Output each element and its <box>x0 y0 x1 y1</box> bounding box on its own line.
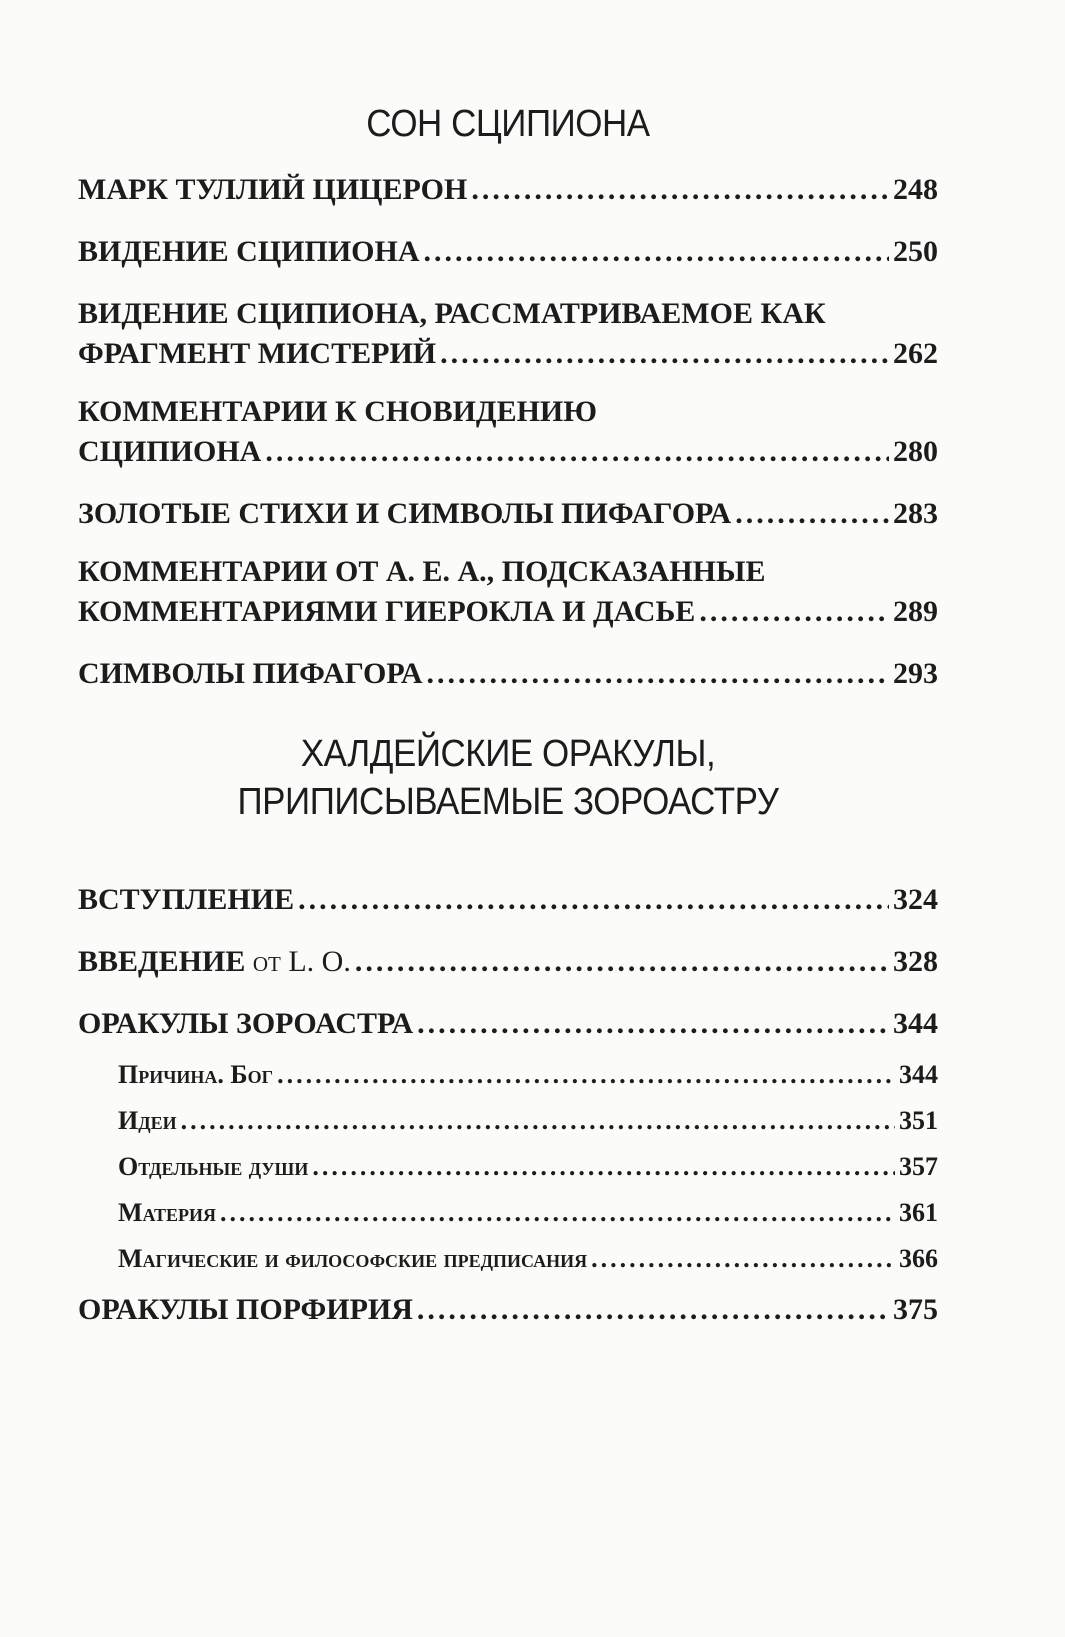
toc-entry-cicero[interactable] <box>78 170 938 210</box>
label-small: от <box>252 945 281 978</box>
leader-dots <box>440 334 889 374</box>
section-title-scipio <box>112 100 903 148</box>
toc-entry-label: КОММЕНТАРИИ ОТ А. Е. А., ПОДСКАЗАННЫЕ <box>78 555 766 588</box>
toc-entry-label: ОРАКУЛЫ ЗОРОАСТРА <box>78 1007 414 1040</box>
page-number: 357 <box>899 1152 938 1181</box>
leader-dots <box>277 1058 895 1092</box>
toc-entry-commentary-dream[interactable] <box>78 392 938 472</box>
page-number: 293 <box>893 657 938 690</box>
toc-entry-label: МАРК ТУЛЛИЙ ЦИЦЕРОН <box>78 173 468 206</box>
toc-page <box>78 100 938 1330</box>
leader-dots <box>417 1290 889 1330</box>
toc-entry-commentary-aea[interactable] <box>78 552 938 632</box>
toc-entry-oracles-porphyry[interactable] <box>78 1290 938 1330</box>
toc-entry-golden-verses[interactable] <box>78 494 938 534</box>
label-initials: L. O. <box>288 945 351 978</box>
toc-entry-vision-mysteries[interactable] <box>78 294 938 374</box>
toc-entry-label: ОРАКУЛЫ ПОРФИРИЯ <box>78 1293 413 1326</box>
toc-subentry-ideas[interactable] <box>78 1104 938 1138</box>
toc-entry-pythagoras-symbols[interactable] <box>78 654 938 694</box>
leader-dots <box>298 880 889 920</box>
leader-dots <box>417 1004 889 1044</box>
page-number: 280 <box>893 435 938 468</box>
page-number: 283 <box>893 497 938 530</box>
leader-dots <box>735 494 889 534</box>
toc-entry-oracles-zoroaster[interactable] <box>78 1004 938 1044</box>
section-title-line: СОН СЦИПИОНА <box>366 103 650 145</box>
leader-dots <box>220 1196 895 1230</box>
toc-subentry-label: Материя <box>118 1198 216 1227</box>
toc-entry-label: КОММЕНТАРИЯМИ ГИЕРОКЛА И ДАСЬЕ <box>78 595 696 628</box>
toc-entry-label <box>78 942 351 982</box>
toc-entry-label: ВСТУПЛЕНИЕ <box>78 883 295 916</box>
page-number: 366 <box>899 1244 938 1273</box>
page-number: 361 <box>899 1198 938 1227</box>
leader-dots <box>355 942 889 982</box>
page-number: 344 <box>893 1007 938 1040</box>
toc-subentry-souls[interactable] <box>78 1150 938 1184</box>
page-number: 328 <box>893 945 938 978</box>
toc-entry-vision[interactable] <box>78 232 938 272</box>
leader-dots <box>181 1104 895 1138</box>
toc-subentry-label: Причина. Бог <box>118 1060 274 1089</box>
leader-dots <box>427 654 889 694</box>
page-number: 250 <box>893 235 938 268</box>
toc-subentry-cause-god[interactable] <box>78 1058 938 1092</box>
toc-entry-label: ФРАГМЕНТ МИСТЕРИЙ <box>78 337 437 370</box>
page-number: 289 <box>893 595 938 628</box>
page-number: 262 <box>893 337 938 370</box>
toc-subentry-label: Магические и философские предписания <box>118 1244 588 1273</box>
toc-subentry-matter[interactable] <box>78 1196 938 1230</box>
page-number: 344 <box>899 1060 938 1089</box>
page-number: 375 <box>893 1293 938 1326</box>
page-number: 324 <box>893 883 938 916</box>
leader-dots <box>471 170 889 210</box>
toc-entry-label: СЦИПИОНА <box>78 435 262 468</box>
toc-subentry-label: Отдельные души <box>118 1152 309 1181</box>
toc-entry-label: ЗОЛОТЫЕ СТИХИ И СИМВОЛЫ ПИФАГОРА <box>78 497 732 530</box>
toc-subentry-magical-precepts[interactable] <box>78 1242 938 1276</box>
label-main: ВВЕДЕНИЕ <box>78 945 246 978</box>
page-number: 248 <box>893 173 938 206</box>
section-title-chaldean <box>112 730 903 826</box>
leader-dots <box>424 232 889 272</box>
toc-entry-label: СИМВОЛЫ ПИФАГОРА <box>78 657 423 690</box>
toc-entry-label: ВИДЕНИЕ СЦИПИОНА <box>78 235 420 268</box>
toc-entry-label: ВИДЕНИЕ СЦИПИОНА, РАССМАТРИВАЕМОЕ КАК <box>78 297 826 330</box>
toc-subentry-label: Идеи <box>118 1106 177 1135</box>
section-title-line: ПРИПИСЫВАЕМЫЕ ЗОРОАСТРУ <box>237 781 779 823</box>
toc-entry-preface-lo[interactable] <box>78 942 938 982</box>
section-title-line: ХАЛДЕЙСКИЕ ОРАКУЛЫ, <box>300 733 716 775</box>
leader-dots <box>591 1242 895 1276</box>
toc-entry-label: КОММЕНТАРИИ К СНОВИДЕНИЮ <box>78 395 598 428</box>
page-number: 351 <box>899 1106 938 1135</box>
toc-entry-introduction[interactable] <box>78 880 938 920</box>
leader-dots <box>699 592 889 632</box>
leader-dots <box>265 432 889 472</box>
leader-dots <box>312 1150 895 1184</box>
